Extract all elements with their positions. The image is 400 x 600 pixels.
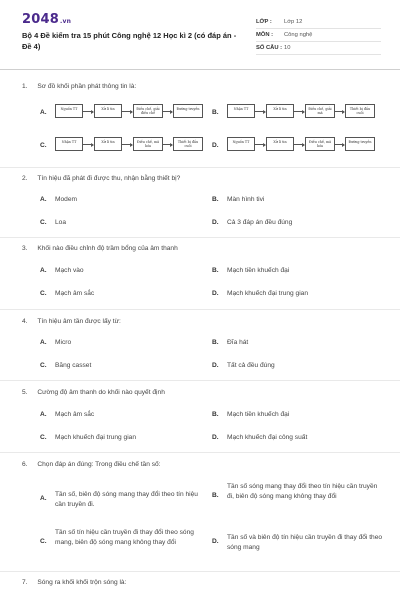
- option-text: Tần số, biên độ sóng mang thay đổi theo tín hiệu cần truyền đi.: [55, 491, 198, 508]
- diagram-block: Đường truyền: [345, 137, 375, 151]
- question-divider: [0, 237, 400, 238]
- diagram-block: Đường truyền: [173, 104, 203, 118]
- question-2: [22, 175, 180, 182]
- info-row-count: [256, 42, 381, 55]
- info-value: 10: [284, 45, 291, 51]
- option-text: Tần số sóng mang thay đổi theo tín hiệu cần truyền đi, biên độ sóng mang không thay đổi: [227, 483, 378, 500]
- page-header: [0, 0, 400, 68]
- info-key: MÔN :: [256, 32, 274, 38]
- question-6: [22, 461, 161, 468]
- arrow-icon: [255, 144, 265, 145]
- site-logo[interactable]: [22, 12, 71, 27]
- question-number: 1.: [22, 83, 28, 90]
- arrow-icon: [294, 111, 304, 112]
- question-text: Sơ đồ khối phần phát thông tin là:: [37, 83, 137, 90]
- question-number: 6.: [22, 461, 28, 468]
- question-text: Sóng ra khối khối trộn sóng là:: [37, 579, 127, 586]
- option-text: Mạch khuếch đại công suất: [227, 434, 308, 441]
- arrow-icon: [163, 111, 172, 112]
- question-text: Tín hiệu đã phát đi được thu, nhận bằng thiết bị?: [37, 175, 181, 182]
- diagram-block: Điều chế, mã hóa: [305, 137, 335, 151]
- diagram-block: Xử lí tin: [94, 137, 122, 151]
- logo-text: 2048: [22, 12, 59, 27]
- arrow-icon: [83, 111, 93, 112]
- question-4: [22, 318, 121, 325]
- option-text: Mạch vào: [55, 267, 84, 274]
- diagram-block: Điều chế, mã hóa: [133, 137, 163, 151]
- diagram-block: Nguồn TT: [227, 137, 255, 151]
- option-text: Modem: [55, 196, 77, 203]
- option-6a[interactable]: A. Tần số, biên độ sóng mang thay đổi theo tín hiệu cần truyền đi.: [40, 490, 210, 512]
- option-text: Tần số tín hiệu cần truyền đi thay đổi theo sóng mang, biên độ sóng mang không thay đổi: [55, 529, 194, 546]
- info-key: SỐ CÂU :: [256, 45, 283, 51]
- question-divider: [0, 452, 400, 453]
- option-text: Mạch khuếch đại trung gian: [227, 290, 309, 297]
- question-divider: [0, 571, 400, 572]
- arrow-icon: [255, 111, 265, 112]
- arrow-icon: [294, 144, 304, 145]
- info-key: LỚP :: [256, 19, 272, 25]
- option-6c[interactable]: C. Tần số tín hiệu cần truyền đi thay đổi theo sóng mang, biên độ sóng mang không thay đổi: [40, 528, 210, 560]
- option-text: Màn hình tivi: [227, 196, 265, 203]
- diagram-block: Xử lí tin: [266, 137, 294, 151]
- question-divider: [0, 380, 400, 381]
- option-text: Mạch âm sắc: [55, 290, 95, 297]
- question-divider: [0, 167, 400, 168]
- option-text: Mạch âm sắc: [55, 411, 95, 418]
- diagram-block: Nguồn TT: [55, 104, 83, 118]
- question-number: 2.: [22, 175, 28, 182]
- option-text: Băng casset: [55, 362, 92, 369]
- question-number: 5.: [22, 389, 28, 396]
- question-number: 7.: [22, 579, 28, 586]
- question-divider: [0, 309, 400, 310]
- question-text: Cường độ âm thanh do khối nào quyết định: [37, 389, 165, 396]
- question-7: [22, 579, 126, 586]
- logo-suffix: .vn: [59, 18, 72, 25]
- arrow-icon: [83, 144, 93, 145]
- question-number: 3.: [22, 245, 28, 252]
- info-row-subject: [256, 29, 381, 42]
- option-text: Cả 3 đáp án đều đúng: [227, 219, 293, 226]
- question-text: Chọn đáp án đúng: Trong điều chế tần số:: [37, 461, 161, 468]
- diagram-block: Xử lí tin: [266, 104, 294, 118]
- option-text: Loa: [55, 219, 67, 226]
- diagram-block: Nhận TT: [55, 137, 83, 151]
- arrow-icon: [122, 144, 132, 145]
- option-text: Tần số và biên độ tín hiệu cần truyền đi thay đổi theo sóng mang: [227, 534, 383, 551]
- question-text: Tín hiệu âm tần được lấy từ:: [37, 318, 121, 325]
- arrow-icon: [335, 111, 344, 112]
- question-text: Khối nào điều chỉnh độ trầm bổng của âm thanh: [37, 245, 178, 252]
- diagram-block: Thiết bị đầu cuối: [173, 137, 203, 151]
- arrow-icon: [335, 144, 344, 145]
- info-value: Lớp 12: [284, 19, 303, 25]
- question-5: [22, 389, 165, 396]
- option-text: Mạch tiền khuếch đại: [227, 267, 290, 274]
- info-row-class: [256, 16, 381, 29]
- arrow-icon: [122, 111, 132, 112]
- option-text: Đĩa hát: [227, 339, 249, 346]
- header-divider: [0, 69, 400, 70]
- question-1: [22, 83, 136, 90]
- diagram-block: Điều chế, giải mã: [305, 104, 335, 118]
- info-value: Công nghệ: [284, 32, 313, 38]
- info-panel: [256, 16, 381, 55]
- diagram-block: Xử lí tin: [94, 104, 122, 118]
- arrow-icon: [163, 144, 172, 145]
- option-text: Micro: [55, 339, 72, 346]
- option-6b[interactable]: B. Tần số sóng mang thay đổi theo tín hiệu cần truyền đi, biên độ sóng mang không thay đổi: [212, 482, 382, 514]
- option-text: Mạch tiền khuếch đại: [227, 411, 290, 418]
- option-text: Tất cả đều đúng: [227, 362, 275, 369]
- diagram-block: Điều chế, giải điều chế: [133, 104, 163, 118]
- question-number: 4.: [22, 318, 28, 325]
- diagram-block: Thiết bị đầu cuối: [345, 104, 375, 118]
- question-3: [22, 245, 178, 252]
- diagram-block: Nhận TT: [227, 104, 255, 118]
- option-6d[interactable]: D. Tần số và biên độ tín hiệu cần truyền đi thay đổi theo sóng mang: [212, 533, 382, 555]
- option-text: Mạch khuếch đại trung gian: [55, 434, 137, 441]
- document-title: Bộ 4 Đề kiểm tra 15 phút Công nghệ 12 Học kì 2 (có đáp án - Đề 4): [22, 31, 237, 51]
